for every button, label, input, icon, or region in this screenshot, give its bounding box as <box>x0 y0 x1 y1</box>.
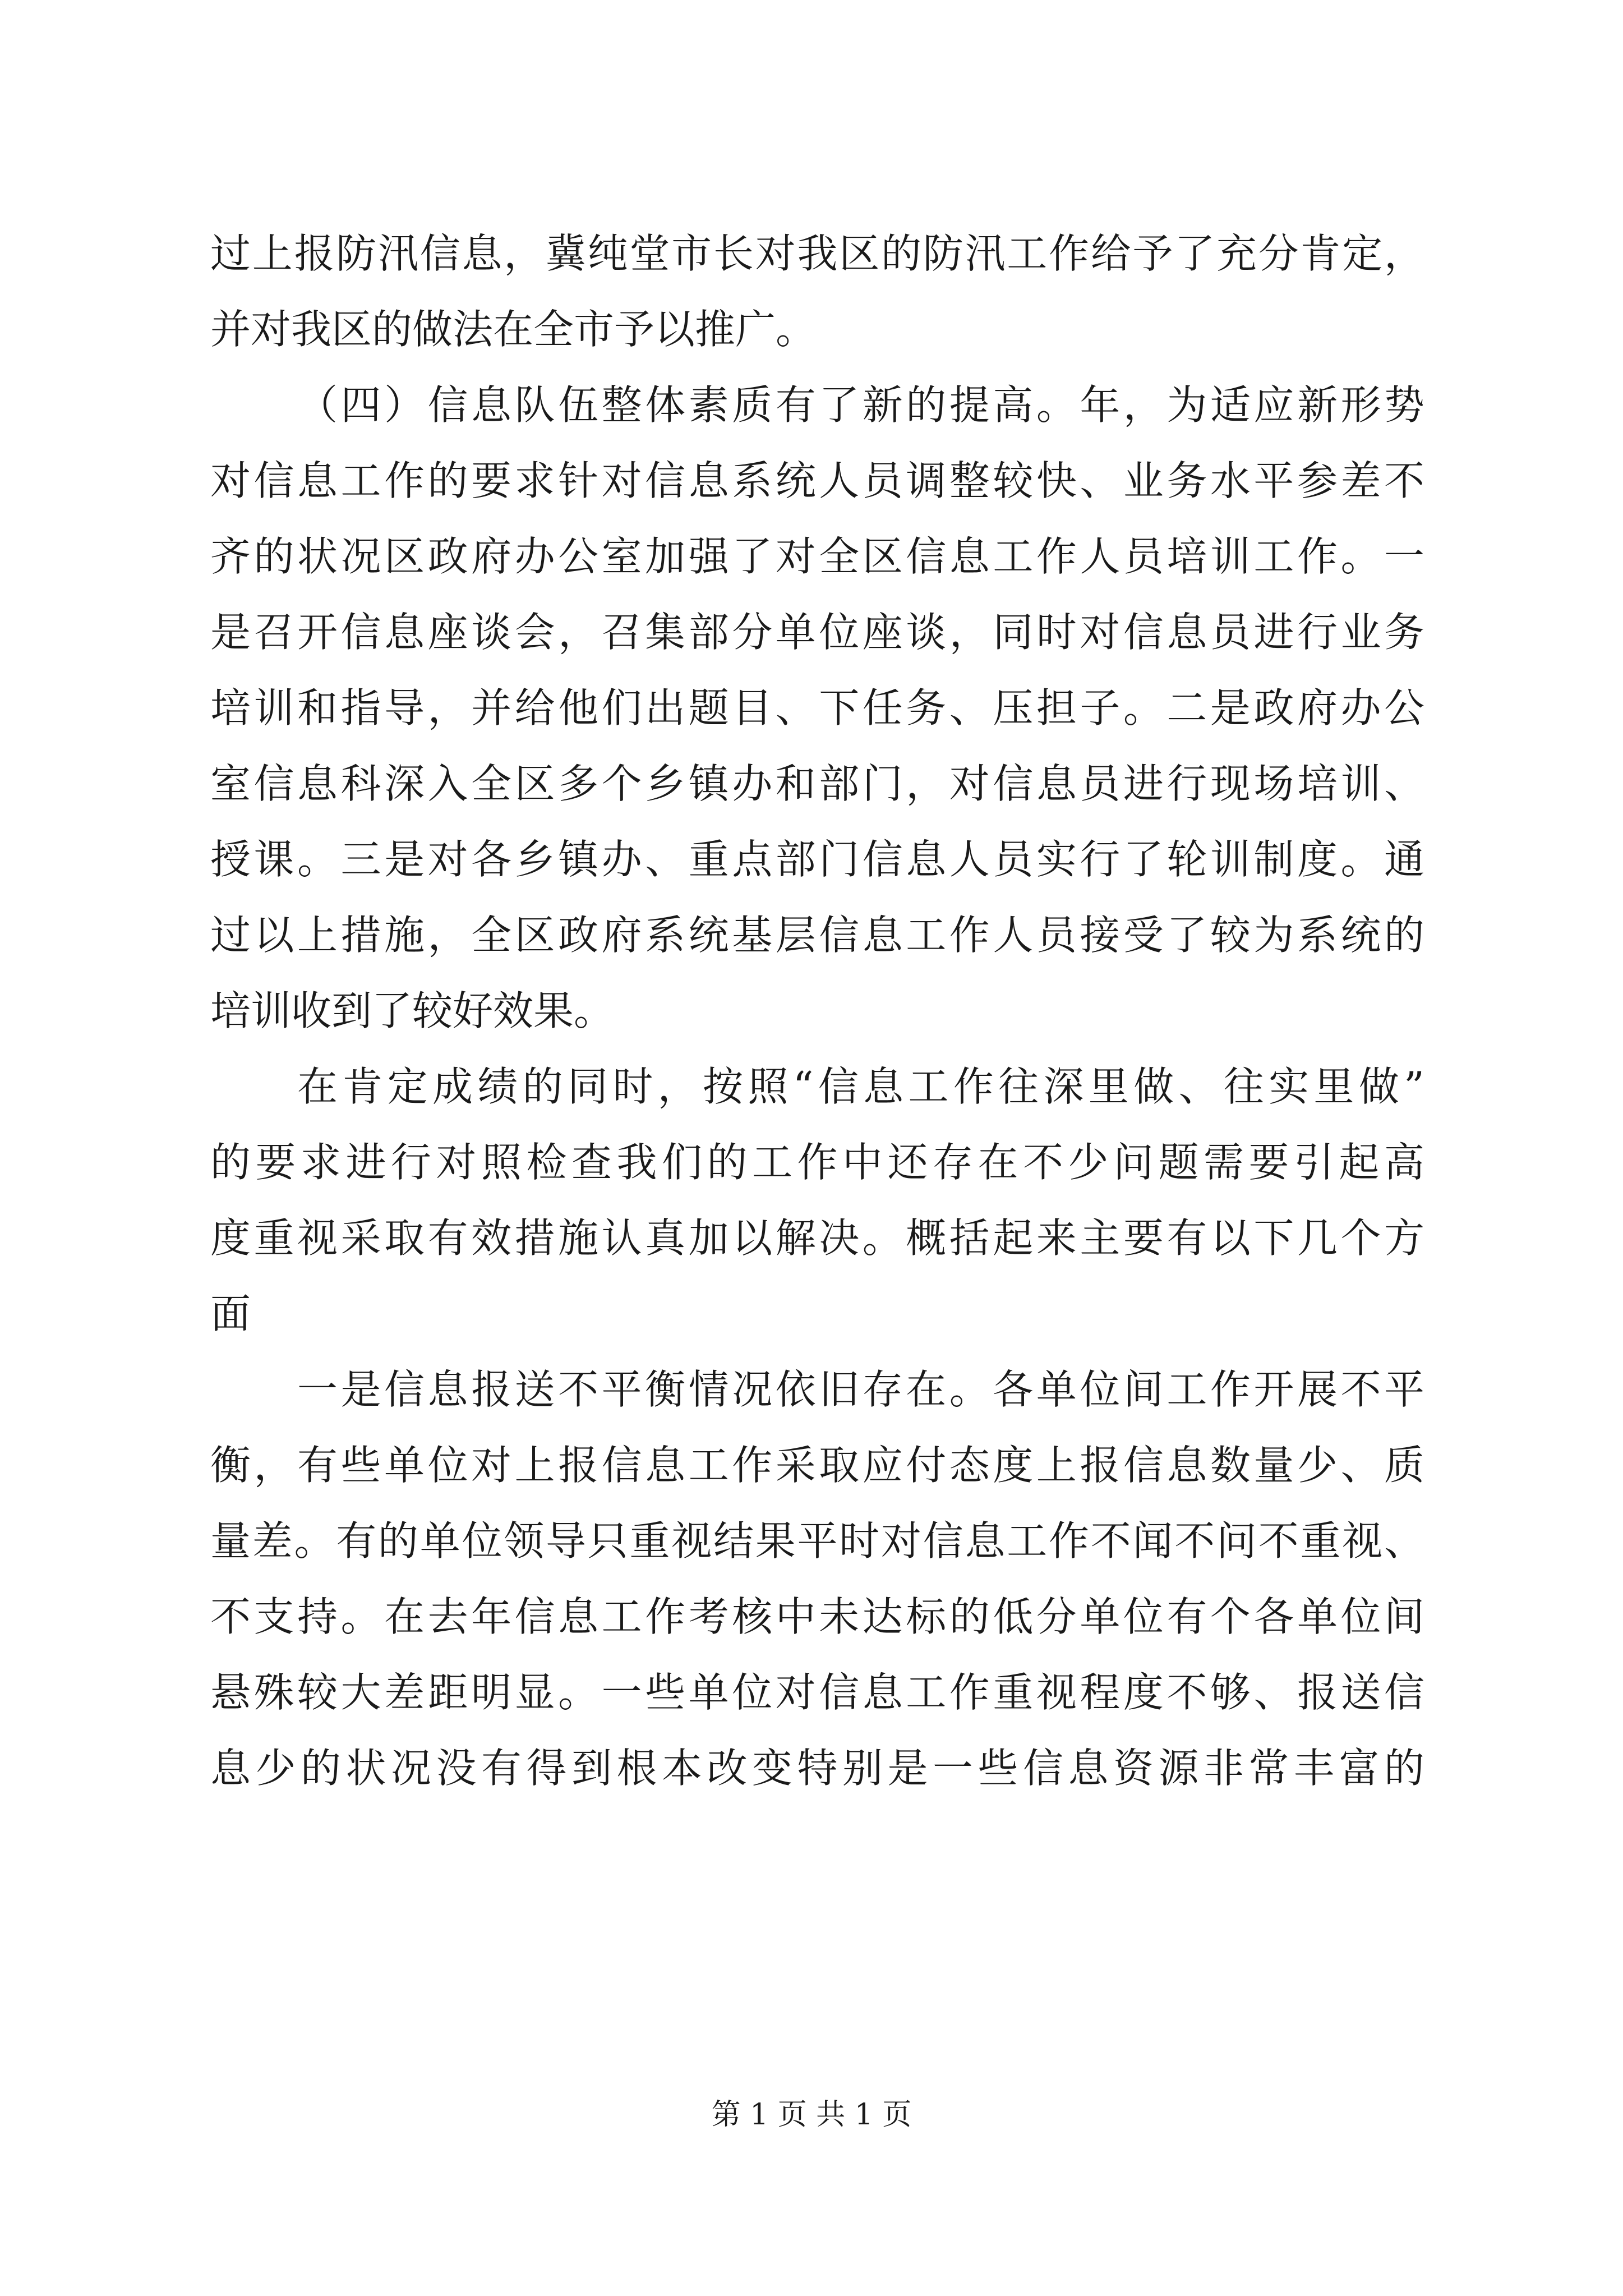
text-line: 过上报防汛信息，冀纯堂市长对我区的防汛工作给予了充分肯定， <box>210 230 1424 277</box>
text-line: 授课。三是对各乡镇办、重点部门信息人员实行了轮训制度。通 <box>210 836 1424 883</box>
text-line: 齐的状况区政府办公室加强了对全区信息工作人员培训工作。一 <box>210 533 1424 580</box>
page-number-footer: 第 1 页 共 1 页 <box>711 2098 912 2132</box>
text-line: 并对我区的做法在全市予以推广。 <box>210 306 817 353</box>
text-line: 衡，有些单位对上报信息工作采取应付态度上报信息数量少、质 <box>210 1442 1424 1489</box>
text-line: 是召开信息座谈会，召集部分单位座谈，同时对信息员进行业务 <box>210 609 1424 656</box>
text-line: 度重视采取有效措施认真加以解决。概括起来主要有以下几个方 <box>210 1214 1424 1262</box>
text-line: 息少的状况没有得到根本改变特别是一些信息资源非常丰富的 <box>210 1745 1424 1792</box>
text-line: 过以上措施，全区政府系统基层信息工作人员接受了较为系统的 <box>210 912 1424 959</box>
text-line: 一是信息报送不平衡情况依旧存在。各单位间工作开展不平 <box>297 1366 1424 1413</box>
text-line: 的要求进行对照检查我们的工作中还存在不少问题需要引起高 <box>210 1139 1424 1186</box>
text-line: 培训和指导，并给他们出题目、下任务、压担子。二是政府办公 <box>210 684 1424 731</box>
text-line: 对信息工作的要求针对信息系统人员调整较快、业务水平参差不 <box>210 457 1424 504</box>
text-line: 室信息科深入全区多个乡镇办和部门，对信息员进行现场培训、 <box>210 760 1424 807</box>
document-body <box>210 216 1424 1806</box>
text-line: 悬殊较大差距明显。一些单位对信息工作重视程度不够、报送信 <box>210 1669 1424 1716</box>
text-line: 培训收到了较好效果。 <box>210 987 615 1034</box>
text-line: （四）信息队伍整体素质有了新的提高。年，为适应新形势 <box>297 381 1424 429</box>
text-line: 在肯定成绩的同时，按照“信息工作往深里做、往实里做” <box>297 1063 1424 1110</box>
text-line: 不支持。在去年信息工作考核中未达标的低分单位有个各单位间 <box>210 1593 1424 1640</box>
text-line: 量差。有的单位领导只重视结果平时对信息工作不闻不问不重视、 <box>210 1517 1424 1565</box>
text-line: 面 <box>210 1290 251 1337</box>
